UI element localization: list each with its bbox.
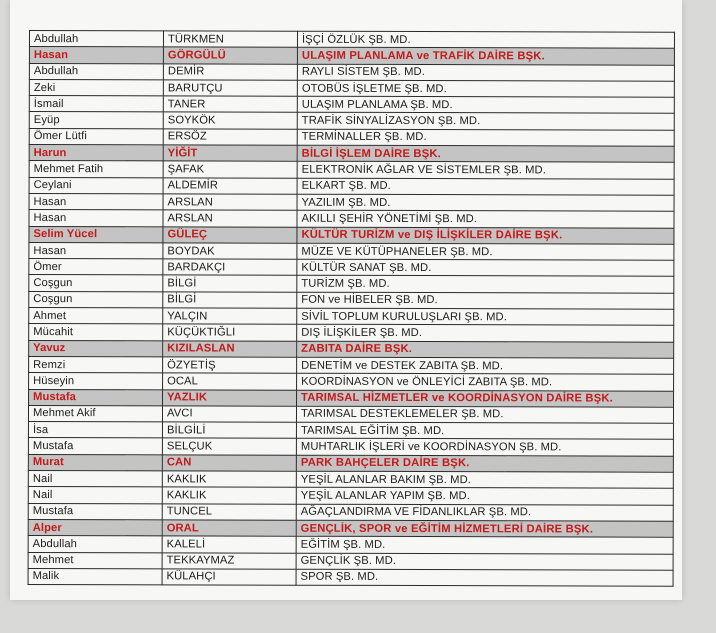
table-row bbox=[29, 161, 674, 179]
first-name-cell: Remzi bbox=[29, 356, 163, 373]
table-row bbox=[29, 31, 674, 49]
last-name-cell: YAZLIK bbox=[163, 389, 297, 406]
first-name-cell: Nail bbox=[28, 471, 162, 488]
unit-cell: AKILLI ŞEHİR YÖNETİMİ ŞB. MD. bbox=[297, 210, 674, 227]
last-name-cell: KAKLIK bbox=[162, 487, 296, 504]
last-name-cell: YİĞİT bbox=[163, 145, 297, 162]
unit-cell: GENÇLİK, SPOR ve EĞİTİM HİZMETLERİ DAİRE BŞK. bbox=[296, 520, 673, 537]
last-name-cell: ORAL bbox=[162, 520, 296, 537]
unit-cell: ELEKTRONİK AĞLAR VE SİSTEMLER ŞB. MD. bbox=[297, 162, 674, 179]
table-row bbox=[29, 373, 674, 391]
first-name-cell: Ahmet bbox=[29, 308, 163, 325]
unit-cell: TARIMSAL EĞİTİM ŞB. MD. bbox=[296, 422, 673, 439]
last-name-cell: DEMİR bbox=[163, 63, 297, 80]
table-row bbox=[29, 177, 674, 195]
table-row bbox=[28, 422, 673, 440]
table-row bbox=[28, 536, 673, 554]
table-row bbox=[28, 568, 673, 586]
table-row bbox=[29, 112, 674, 130]
table-row bbox=[29, 291, 674, 309]
department-header-row bbox=[29, 226, 674, 244]
last-name-cell: ERSÖZ bbox=[163, 129, 297, 146]
first-name-cell: Mustafa bbox=[29, 389, 163, 406]
table-row bbox=[28, 438, 673, 456]
table-row bbox=[29, 193, 674, 211]
first-name-cell: Ceylani bbox=[29, 177, 163, 194]
last-name-cell: KÜÇÜKTIĞLI bbox=[163, 324, 297, 341]
unit-cell: YEŞİL ALANLAR YAPIM ŞB. MD. bbox=[296, 488, 673, 505]
last-name-cell: BARUTÇU bbox=[163, 80, 297, 97]
first-name-cell: Nail bbox=[28, 487, 162, 504]
first-name-cell: Mücahit bbox=[29, 324, 163, 341]
first-name-cell: Yavuz bbox=[29, 340, 163, 357]
unit-cell: RAYLI SİSTEM ŞB. MD. bbox=[297, 64, 674, 81]
first-name-cell: Eyüp bbox=[29, 112, 163, 129]
last-name-cell: AVCI bbox=[162, 406, 296, 423]
last-name-cell: BARDAKÇI bbox=[163, 259, 297, 276]
last-name-cell: GÜLEÇ bbox=[163, 226, 297, 243]
table-row bbox=[29, 275, 674, 293]
last-name-cell: BOYDAK bbox=[163, 243, 297, 260]
unit-cell: KÜLTÜR SANAT ŞB. MD. bbox=[297, 259, 674, 276]
last-name-cell: TANER bbox=[163, 96, 297, 113]
first-name-cell: Mehmet Fatih bbox=[29, 161, 163, 178]
table-row bbox=[28, 552, 673, 570]
last-name-cell: GÖRGÜLÜ bbox=[163, 47, 297, 64]
table-row bbox=[28, 503, 673, 521]
first-name-cell: Abdullah bbox=[29, 31, 163, 48]
table-row bbox=[29, 96, 674, 114]
table-row bbox=[29, 63, 674, 81]
last-name-cell: OCAL bbox=[163, 373, 297, 390]
first-name-cell: İsa bbox=[28, 422, 162, 439]
unit-cell: YEŞİL ALANLAR BAKIM ŞB. MD. bbox=[296, 471, 673, 488]
unit-cell: KÜLTÜR TURİZM ve DIŞ İLİŞKİLER DAİRE BŞK. bbox=[297, 227, 674, 244]
first-name-cell: Hasan bbox=[29, 193, 163, 210]
unit-cell: SİVİL TOPLUM KURULUŞLARI ŞB. MD. bbox=[297, 308, 674, 325]
last-name-cell: KIZILASLAN bbox=[163, 340, 297, 357]
last-name-cell: SELÇUK bbox=[162, 438, 296, 455]
first-name-cell: Zeki bbox=[29, 79, 163, 96]
table-row bbox=[29, 324, 674, 342]
unit-cell: DIŞ İLİŞKİLER ŞB. MD. bbox=[297, 325, 674, 342]
personnel-table bbox=[28, 30, 675, 587]
unit-cell: TERMİNALLER ŞB. MD. bbox=[297, 129, 674, 146]
last-name-cell: TUNCEL bbox=[162, 503, 296, 520]
first-name-cell: Selim Yücel bbox=[29, 226, 163, 243]
first-name-cell: Ömer bbox=[29, 259, 163, 276]
personnel-table-body bbox=[28, 31, 674, 587]
unit-cell: PARK BAHÇELER DAİRE BŞK. bbox=[296, 455, 673, 472]
table-row bbox=[28, 487, 673, 505]
table-row bbox=[29, 79, 674, 97]
unit-cell: ULAŞIM PLANLAMA ŞB. MD. bbox=[297, 96, 674, 113]
unit-cell: TURİZM ŞB. MD. bbox=[297, 276, 674, 293]
last-name-cell: KAKLIK bbox=[162, 471, 296, 488]
first-name-cell: Coşgun bbox=[29, 291, 163, 308]
first-name-cell: Ömer Lütfi bbox=[29, 128, 163, 145]
last-name-cell: BİLGİ bbox=[163, 292, 297, 309]
last-name-cell: YALÇIN bbox=[163, 308, 297, 325]
department-header-row bbox=[28, 454, 673, 472]
last-name-cell: SOYKÖK bbox=[163, 112, 297, 129]
first-name-cell: Mehmet bbox=[28, 552, 162, 569]
table-row bbox=[29, 259, 674, 277]
unit-cell: ZABITA DAİRE BŞK. bbox=[297, 341, 674, 358]
unit-cell: ULAŞIM PLANLAMA ve TRAFİK DAİRE BŞK. bbox=[297, 47, 674, 64]
table-row bbox=[28, 405, 673, 423]
unit-cell: ELKART ŞB. MD. bbox=[297, 178, 674, 195]
unit-cell: DENETİM ve DESTEK ZABITA ŞB. MD. bbox=[297, 357, 674, 374]
department-header-row bbox=[29, 47, 674, 65]
unit-cell: GENÇLİK ŞB. MD. bbox=[296, 553, 673, 570]
first-name-cell: Hasan bbox=[29, 242, 163, 259]
first-name-cell: Mehmet Akif bbox=[28, 405, 162, 422]
last-name-cell: TÜRKMEN bbox=[163, 31, 297, 48]
last-name-cell: ALDEMİR bbox=[163, 178, 297, 195]
department-header-row bbox=[28, 519, 673, 537]
last-name-cell: ARSLAN bbox=[163, 210, 297, 227]
first-name-cell: Murat bbox=[28, 454, 162, 471]
last-name-cell: ARSLAN bbox=[163, 194, 297, 211]
last-name-cell: BİLGİ bbox=[163, 275, 297, 292]
unit-cell: YAZILIM ŞB. MD. bbox=[297, 194, 674, 211]
last-name-cell: ÖZYETİŞ bbox=[163, 357, 297, 374]
unit-cell: MÜZE VE KÜTÜPHANELER ŞB. MD. bbox=[297, 243, 674, 260]
last-name-cell: CAN bbox=[162, 455, 296, 472]
unit-cell: AĞAÇLANDIRMA VE FİDANLIKLAR ŞB. MD. bbox=[296, 504, 673, 521]
first-name-cell: Hüseyin bbox=[29, 373, 163, 390]
table-row bbox=[29, 308, 674, 326]
table-row bbox=[29, 242, 674, 260]
first-name-cell: Abdullah bbox=[29, 63, 163, 80]
first-name-cell: Malik bbox=[28, 568, 162, 585]
first-name-cell: Hasan bbox=[29, 47, 163, 64]
unit-cell: FON ve HİBELER ŞB. MD. bbox=[297, 292, 674, 309]
first-name-cell: Coşgun bbox=[29, 275, 163, 292]
unit-cell: KOORDİNASYON ve ÖNLEYİCİ ZABITA ŞB. MD. bbox=[297, 373, 674, 390]
last-name-cell: TEKKAYMAZ bbox=[162, 552, 296, 569]
unit-cell: TARIMSAL DESTEKLEMELER ŞB. MD. bbox=[296, 406, 673, 423]
unit-cell: TRAFİK SİNYALİZASYON ŞB. MD. bbox=[297, 113, 674, 130]
last-name-cell: ŞAFAK bbox=[163, 161, 297, 178]
first-name-cell: Mustafa bbox=[28, 438, 162, 455]
unit-cell: SPOR ŞB. MD. bbox=[296, 569, 673, 586]
last-name-cell: BİLGİLİ bbox=[162, 422, 296, 439]
department-header-row bbox=[29, 389, 674, 407]
unit-cell: TARIMSAL HİZMETLER ve KOORDİNASYON DAİRE BŞK. bbox=[297, 390, 674, 407]
table-row bbox=[29, 210, 674, 228]
document-page bbox=[10, 0, 682, 600]
table-row bbox=[29, 356, 674, 374]
first-name-cell: İsmail bbox=[29, 96, 163, 113]
first-name-cell: Abdullah bbox=[28, 536, 162, 553]
unit-cell: OTOBÜS İŞLETME ŞB. MD. bbox=[297, 80, 674, 97]
unit-cell: İŞÇİ ÖZLÜK ŞB. MD. bbox=[297, 31, 674, 48]
table-row bbox=[29, 128, 674, 146]
last-name-cell: KÜLAHÇI bbox=[162, 569, 296, 586]
last-name-cell: KALELİ bbox=[162, 536, 296, 553]
first-name-cell: Mustafa bbox=[28, 503, 162, 520]
table-row bbox=[28, 471, 673, 489]
first-name-cell: Hasan bbox=[29, 210, 163, 227]
unit-cell: MUHTARLIK İŞLERİ ve KOORDİNASYON ŞB. MD. bbox=[296, 439, 673, 456]
department-header-row bbox=[29, 340, 674, 358]
first-name-cell: Harun bbox=[29, 145, 163, 162]
unit-cell: BİLGİ İŞLEM DAİRE BŞK. bbox=[297, 145, 674, 162]
unit-cell: EĞİTİM ŞB. MD. bbox=[296, 536, 673, 553]
first-name-cell: Alper bbox=[28, 519, 162, 536]
department-header-row bbox=[29, 145, 674, 163]
